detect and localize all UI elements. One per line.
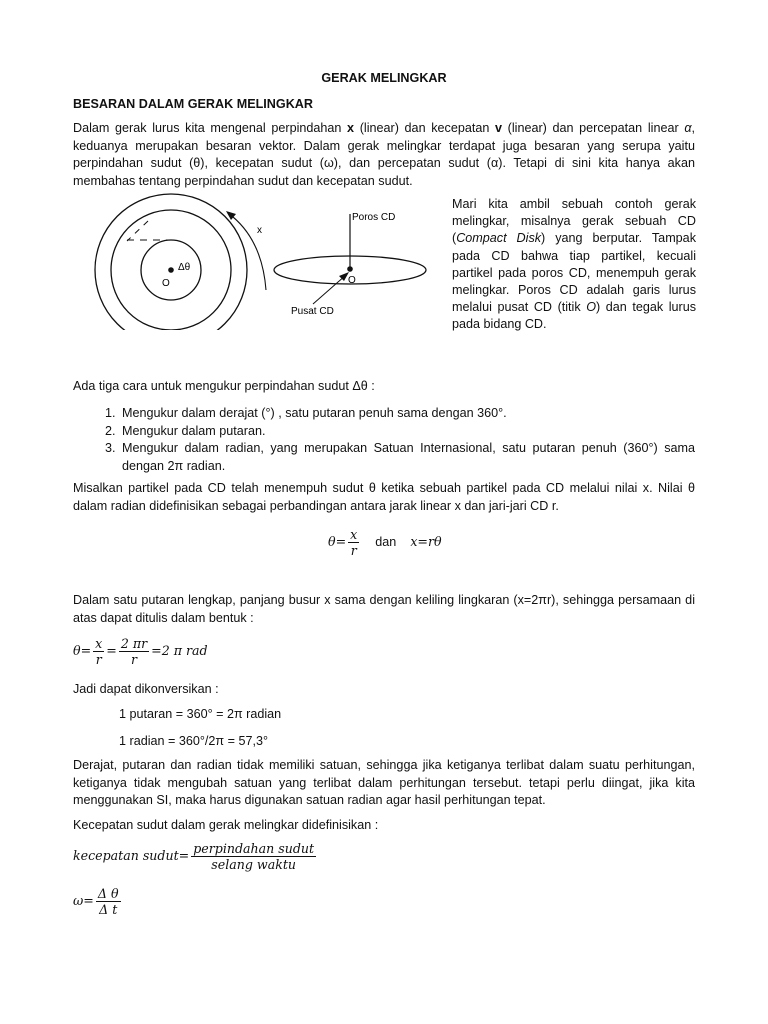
kecepatan-intro: Kecepatan sudut dalam gerak melingkar didefinisikan : (73, 818, 379, 832)
dashed-radius-line (127, 221, 148, 241)
intro-paragraph: Dalam gerak lurus kita mengenal perpindahan x (linear) dan kecepatan v (linear) dan percepatan linear α, keduanya merupakan besaran vektor. Dalam gerak melingkar terdapat juga besaran yang serupa yaitu perpindahan sudut (θ), kecepatan sudut (ω), dan percepatan sudut (α). Tetapi di sini kita hanya akan membahas tentang perpindahan sudut dan kecepatan sudut. (73, 121, 695, 188)
section-heading: BESARAN DALAM GERAK MELINGKAR (73, 97, 313, 111)
misalkan-paragraph: Misalkan partikel pada CD telah menempuh sudut θ ketika sebuah partikel pada CD melalui nilai x. Nilai θ dalam radian didefinisikan sebagai perbandingan antara jarak linear x dan jari-jari CD r. (73, 481, 695, 513)
pusat-label: Pusat CD (291, 306, 334, 317)
list-item: 1. Mengukur dalam derajat (°) , satu putaran penuh sama dengan 360°. (119, 405, 695, 423)
page-title: GERAK MELINGKAR (321, 71, 447, 85)
poros-label: Poros CD (352, 212, 396, 223)
methods-intro: Ada tiga cara untuk mengukur perpindahan sudut Δθ : (73, 379, 375, 393)
outer-circle (95, 194, 247, 330)
x-label: x (257, 225, 262, 236)
cd-description: Mari kita ambil sebuah contoh gerak melingkar, misalnya gerak sebuah CD (Compact Disk) yang berputar. Tampak pada CD bahwa tiap partikel, kecuali partikel pada poros CD, menempuh gerak melingkar. Poros CD adalah garis lurus melalui pusat CD (titik O) dan tegak lurus pada bidang CD. (452, 197, 696, 332)
list-item: 3. Mengukur dalam radian, yang merupakan Satuan Internasional, satu putaran penuh (360°) sama dengan 2π radian. (119, 440, 695, 475)
formula-omega: ω= $\frac{\text{Δ θ}}{\text{Δ t}}$ (73, 886, 119, 917)
formula-theta-rad: θ= $\frac{x}{r}$ = $\frac{2 \pi r}{r}$ =2 π rad (73, 636, 208, 667)
conversion-line-1: 1 putaran = 360° = 2π radian (119, 707, 282, 721)
list-item: 2. Mengukur dalam putaran. (119, 423, 695, 441)
o-label-left: O (162, 278, 170, 289)
derajat-paragraph: Derajat, putaran dan radian tidak memiliki satuan, sehingga jika ketiganya terlibat dalam suatu perhitungan, ketiganya tidak mengubah satuan yang terlibat dalam perhitungan tersebut. tetapi perlu diingat, jika kita menggunakan SI, maka harus digunakan satuan radian agar hasil perhitungan tepat. (73, 758, 695, 808)
delta-theta-label: Δθ (178, 262, 191, 273)
cd-diagram (80, 190, 450, 330)
center-dot-right (347, 266, 353, 272)
jadi-text: Jadi dapat dikonversikan : (73, 682, 219, 696)
satu-putaran-paragraph: Dalam satu putaran lengkap, panjang busur x sama dengan keliling lingkaran (x=2πr), sehingga persamaan di atas dapat ditulis dalam bentuk : (73, 593, 695, 625)
formula-theta-definition: θ= $\frac{x}{r}$ dan x=rθ (328, 527, 442, 558)
formula-kecepatan-sudut: kecepatan sudut= $\frac{\text{perpindahan sudut}}{\text{selang waktu}}$ (73, 841, 315, 872)
methods-list (73, 405, 695, 475)
pusat-pointer (313, 275, 346, 304)
conversion-line-2: 1 radian = 360°/2π = 57,3° (119, 734, 269, 748)
center-dot-left (168, 267, 174, 273)
o-label-right: O (348, 275, 356, 286)
